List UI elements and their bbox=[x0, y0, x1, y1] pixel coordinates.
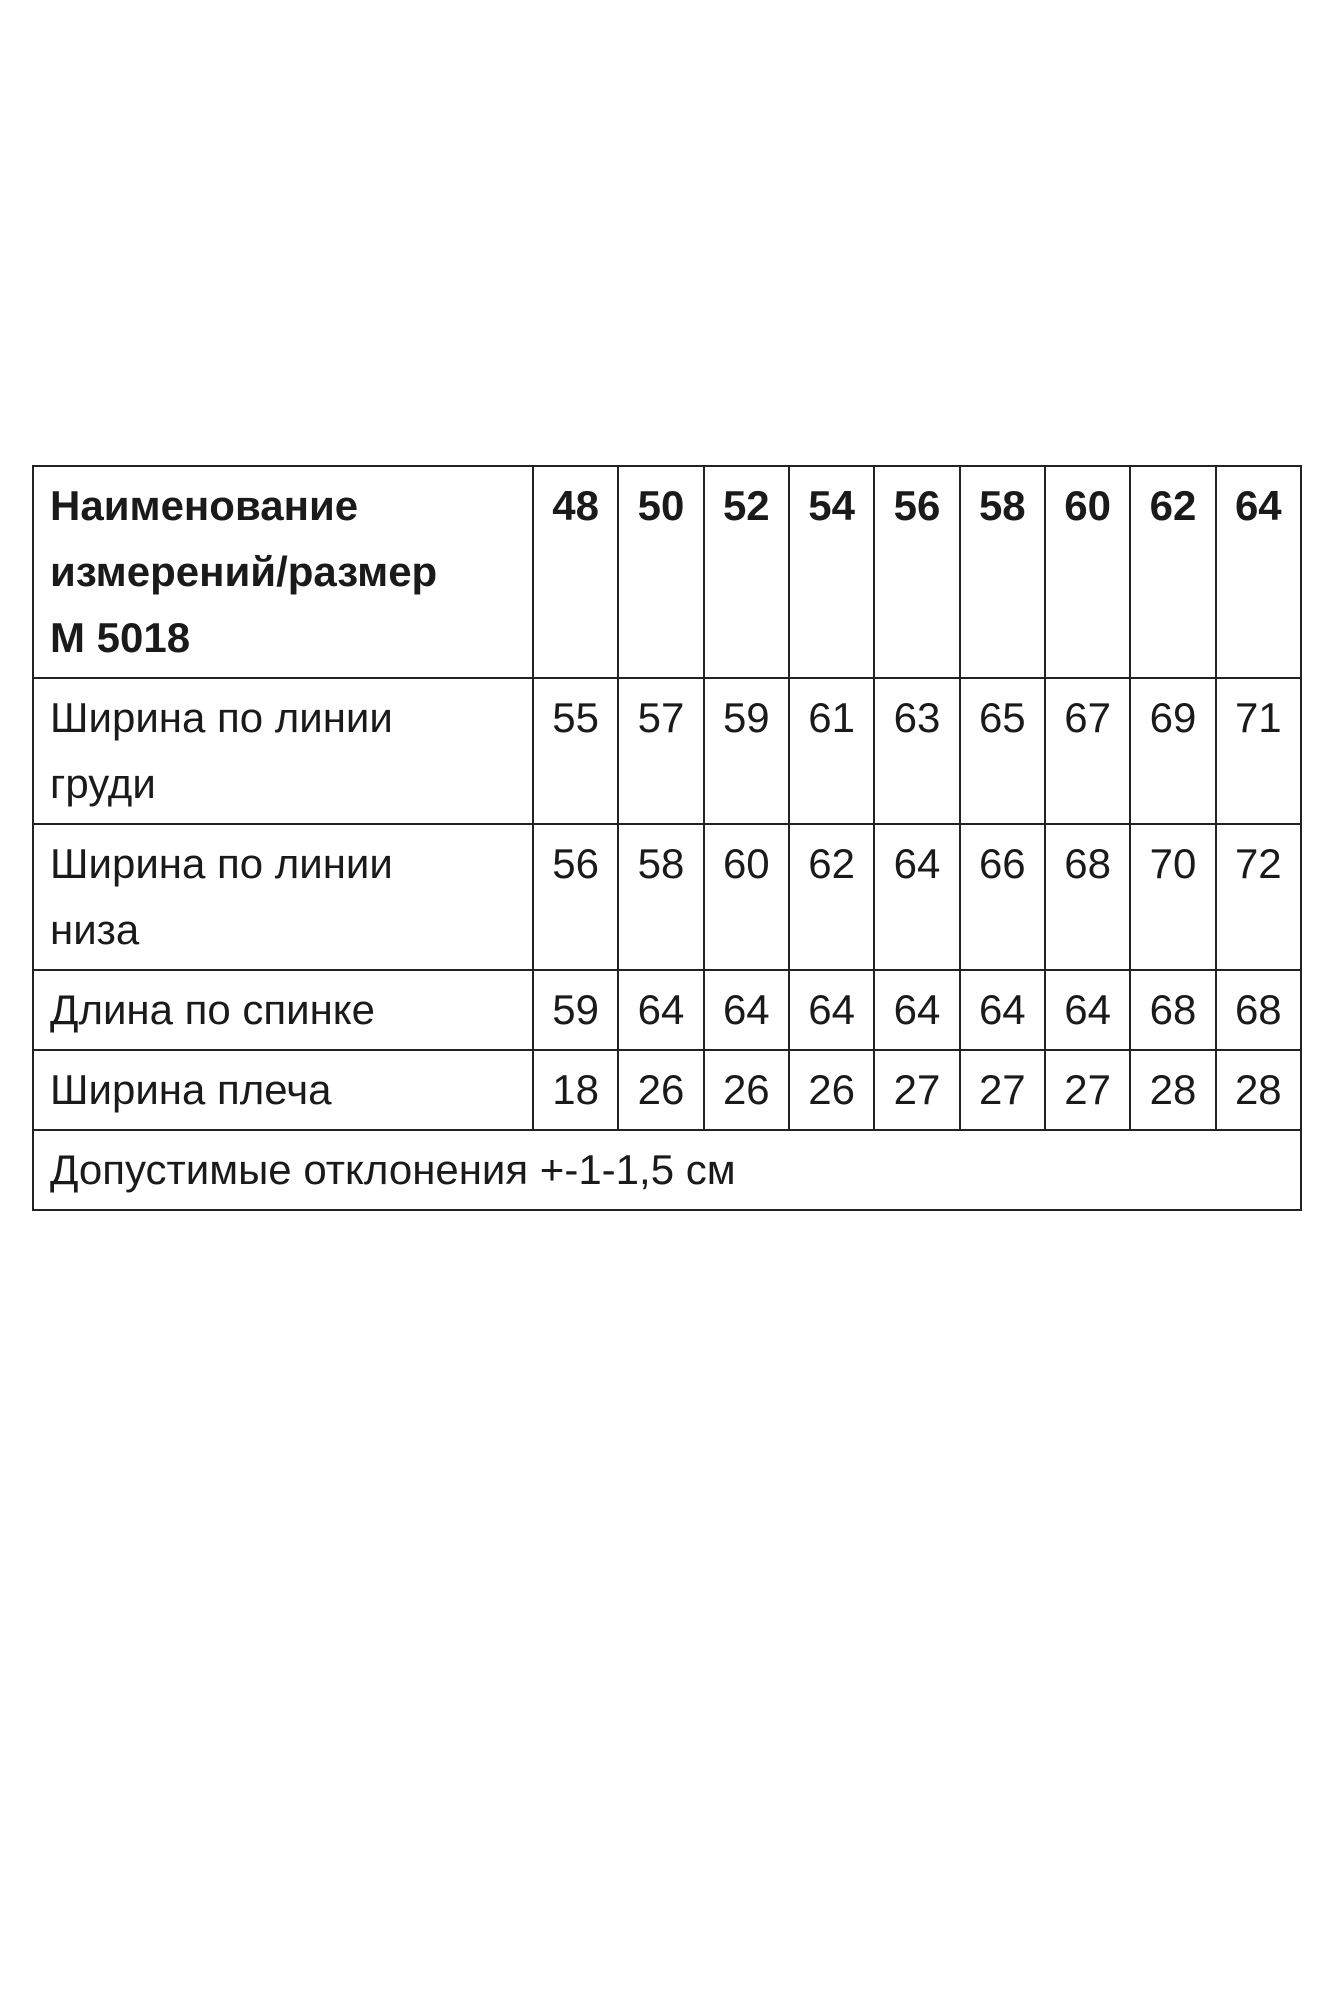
value-cell: 71 bbox=[1216, 678, 1301, 824]
value-cell: 67 bbox=[1045, 678, 1130, 824]
table-row bbox=[33, 678, 1301, 824]
value-cell: 64 bbox=[618, 970, 703, 1050]
table-row bbox=[33, 824, 1301, 970]
value-cell: 27 bbox=[1045, 1050, 1130, 1130]
value-cell: 64 bbox=[789, 970, 874, 1050]
value-cell: 57 bbox=[618, 678, 703, 824]
value-cell: 18 bbox=[533, 1050, 618, 1130]
value-cell: 65 bbox=[960, 678, 1045, 824]
measurement-label-cell: Длина по спинке bbox=[33, 970, 533, 1050]
footnote-row bbox=[33, 1130, 1301, 1210]
value-cell: 26 bbox=[789, 1050, 874, 1130]
value-cell: 69 bbox=[1130, 678, 1215, 824]
value-cell: 26 bbox=[618, 1050, 703, 1130]
header-label-line: Наименование bbox=[50, 482, 359, 529]
header-row bbox=[33, 466, 1301, 678]
measurement-label-cell bbox=[33, 678, 533, 824]
value-cell: 28 bbox=[1216, 1050, 1301, 1130]
table-row bbox=[33, 970, 1301, 1050]
value-cell: 62 bbox=[789, 824, 874, 970]
header-label-line: М 5018 bbox=[50, 614, 191, 661]
size-header-cell: 60 bbox=[1045, 466, 1130, 678]
value-cell: 55 bbox=[533, 678, 618, 824]
measurement-label-cell bbox=[33, 824, 533, 970]
size-header-cell: 48 bbox=[533, 466, 618, 678]
value-cell: 68 bbox=[1130, 970, 1215, 1050]
value-cell: 63 bbox=[874, 678, 959, 824]
size-chart-table bbox=[32, 465, 1302, 1211]
size-header-cell: 52 bbox=[704, 466, 789, 678]
value-cell: 27 bbox=[874, 1050, 959, 1130]
value-cell: 64 bbox=[1045, 970, 1130, 1050]
value-cell: 64 bbox=[874, 970, 959, 1050]
value-cell: 59 bbox=[533, 970, 618, 1050]
value-cell: 27 bbox=[960, 1050, 1045, 1130]
value-cell: 68 bbox=[1045, 824, 1130, 970]
value-cell: 64 bbox=[960, 970, 1045, 1050]
value-cell: 56 bbox=[533, 824, 618, 970]
tolerance-note: Допустимые отклонения +-1-1,5 см bbox=[33, 1130, 1301, 1210]
value-cell: 59 bbox=[704, 678, 789, 824]
value-cell: 64 bbox=[704, 970, 789, 1050]
value-cell: 68 bbox=[1216, 970, 1301, 1050]
measurement-label-line: Ширина по линии bbox=[50, 840, 393, 887]
size-header-cell: 58 bbox=[960, 466, 1045, 678]
value-cell: 61 bbox=[789, 678, 874, 824]
table-row bbox=[33, 1050, 1301, 1130]
value-cell: 60 bbox=[704, 824, 789, 970]
value-cell: 64 bbox=[874, 824, 959, 970]
measurement-label-line: низа bbox=[50, 906, 140, 953]
value-cell: 72 bbox=[1216, 824, 1301, 970]
value-cell: 26 bbox=[704, 1050, 789, 1130]
value-cell: 58 bbox=[618, 824, 703, 970]
header-label-line: измерений/размер bbox=[50, 548, 438, 595]
size-header-cell: 56 bbox=[874, 466, 959, 678]
measurement-label-line: груди bbox=[50, 760, 156, 807]
value-cell: 66 bbox=[960, 824, 1045, 970]
value-cell: 28 bbox=[1130, 1050, 1215, 1130]
size-header-cell: 54 bbox=[789, 466, 874, 678]
measurement-label-line: Ширина по линии bbox=[50, 694, 393, 741]
size-header-cell: 62 bbox=[1130, 466, 1215, 678]
measurement-label-cell: Ширина плеча bbox=[33, 1050, 533, 1130]
header-label-cell bbox=[33, 466, 533, 678]
value-cell: 70 bbox=[1130, 824, 1215, 970]
size-header-cell: 50 bbox=[618, 466, 703, 678]
size-header-cell: 64 bbox=[1216, 466, 1301, 678]
